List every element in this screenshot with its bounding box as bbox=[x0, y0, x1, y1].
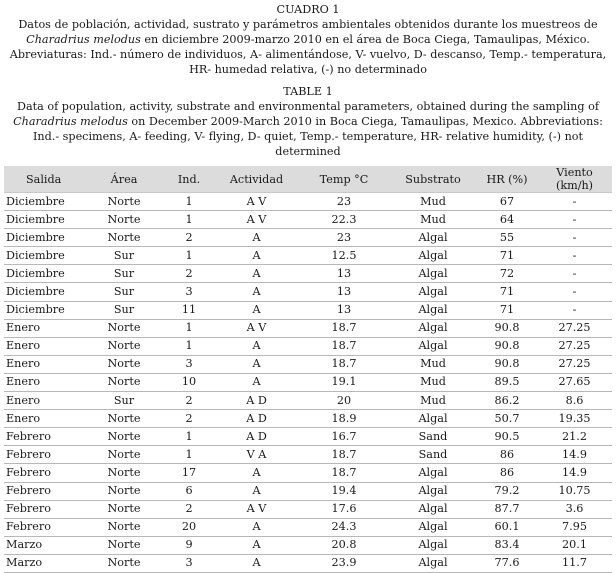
cell-salida: Enero bbox=[4, 355, 84, 373]
cell-salida: Marzo bbox=[4, 554, 84, 572]
cell-ind: 11 bbox=[164, 301, 214, 319]
cell-ind: 1 bbox=[164, 211, 214, 229]
cell-ind: 1 bbox=[164, 193, 214, 211]
cell-viento: - bbox=[537, 247, 612, 265]
cell-ind: 1 bbox=[164, 247, 214, 265]
cell-salida: Febrero bbox=[4, 446, 84, 464]
cell-substrato: Mud bbox=[389, 355, 477, 373]
header-viento: Viento (km/h) bbox=[537, 166, 612, 193]
cell-actividad: A D bbox=[214, 392, 299, 410]
cell-viento: 8.6 bbox=[537, 392, 612, 410]
cell-salida: Enero bbox=[4, 373, 84, 391]
cell-substrato: Algal bbox=[389, 518, 477, 536]
cell-area: Norte bbox=[84, 500, 164, 518]
caption-english bbox=[4, 84, 612, 159]
cell-ind: 20 bbox=[164, 518, 214, 536]
table-row bbox=[4, 283, 612, 301]
cell-area: Norte bbox=[84, 518, 164, 536]
cell-salida: Enero bbox=[4, 410, 84, 428]
cell-substrato: Algal bbox=[389, 247, 477, 265]
cell-hr: 77.6 bbox=[477, 554, 537, 572]
cell-temp: 18.9 bbox=[299, 410, 389, 428]
table-row bbox=[4, 211, 612, 229]
table-row bbox=[4, 518, 612, 536]
cell-actividad: A bbox=[214, 301, 299, 319]
caption-en-species: Charadrius melodus bbox=[13, 115, 128, 128]
cell-salida: Diciembre bbox=[4, 193, 84, 211]
cell-actividad: V A bbox=[214, 446, 299, 464]
cell-actividad: A bbox=[214, 247, 299, 265]
cell-area: Norte bbox=[84, 482, 164, 500]
cell-viento: 27.25 bbox=[537, 355, 612, 373]
header-hr: HR (%) bbox=[477, 166, 537, 193]
caption-en-text-before: Data of population, activity, substrate and environmental parameters, obtained during the sampling of bbox=[17, 100, 599, 113]
cell-substrato: Mud bbox=[389, 193, 477, 211]
cell-salida: Diciembre bbox=[4, 283, 84, 301]
cell-temp: 18.7 bbox=[299, 337, 389, 355]
cell-ind: 2 bbox=[164, 410, 214, 428]
header-actividad: Actividad bbox=[214, 166, 299, 193]
cell-temp: 16.7 bbox=[299, 428, 389, 446]
table-row bbox=[4, 301, 612, 319]
cell-salida: Diciembre bbox=[4, 265, 84, 283]
table-row bbox=[4, 410, 612, 428]
cell-substrato: Mud bbox=[389, 373, 477, 391]
cell-actividad: A V bbox=[214, 211, 299, 229]
cell-viento: - bbox=[537, 193, 612, 211]
table-row bbox=[4, 392, 612, 410]
cell-substrato: Algal bbox=[389, 337, 477, 355]
cell-hr: 60.1 bbox=[477, 518, 537, 536]
cell-area: Sur bbox=[84, 301, 164, 319]
cell-hr: 86 bbox=[477, 464, 537, 482]
cell-area: Norte bbox=[84, 193, 164, 211]
cell-hr: 67 bbox=[477, 193, 537, 211]
cell-temp: 19.1 bbox=[299, 373, 389, 391]
cell-area: Norte bbox=[84, 355, 164, 373]
cell-ind: 3 bbox=[164, 283, 214, 301]
cell-viento: - bbox=[537, 229, 612, 247]
cell-actividad: A bbox=[214, 373, 299, 391]
cell-salida: Febrero bbox=[4, 464, 84, 482]
cell-area: Sur bbox=[84, 247, 164, 265]
cell-actividad: A bbox=[214, 337, 299, 355]
table-row bbox=[4, 482, 612, 500]
table-row bbox=[4, 193, 612, 211]
caption-es-text-before: Datos de población, actividad, sustrato y parámetros ambientales obtenidos durante los muestreos de bbox=[18, 18, 598, 31]
cell-actividad: A V bbox=[214, 319, 299, 337]
cell-actividad: A bbox=[214, 283, 299, 301]
table-row bbox=[4, 337, 612, 355]
cell-viento: 11.7 bbox=[537, 554, 612, 572]
cell-salida: Febrero bbox=[4, 482, 84, 500]
cell-viento: - bbox=[537, 265, 612, 283]
table-row bbox=[4, 265, 612, 283]
cell-viento: 27.25 bbox=[537, 337, 612, 355]
cell-viento: 14.9 bbox=[537, 446, 612, 464]
cell-hr: 86 bbox=[477, 446, 537, 464]
cell-viento: 19.35 bbox=[537, 410, 612, 428]
cell-ind: 10 bbox=[164, 373, 214, 391]
cell-area: Norte bbox=[84, 410, 164, 428]
cell-salida: Enero bbox=[4, 337, 84, 355]
cell-salida: Febrero bbox=[4, 428, 84, 446]
cell-temp: 12.5 bbox=[299, 247, 389, 265]
table-row bbox=[4, 536, 612, 554]
cell-area: Norte bbox=[84, 446, 164, 464]
document-page bbox=[0, 2, 616, 570]
cell-actividad: A D bbox=[214, 428, 299, 446]
cell-ind: 2 bbox=[164, 500, 214, 518]
caption-spanish bbox=[4, 2, 612, 77]
cell-hr: 90.8 bbox=[477, 337, 537, 355]
cell-temp: 24.3 bbox=[299, 518, 389, 536]
cell-ind: 1 bbox=[164, 446, 214, 464]
cell-viento: 10.75 bbox=[537, 482, 612, 500]
cell-hr: 50.7 bbox=[477, 410, 537, 428]
cell-hr: 71 bbox=[477, 301, 537, 319]
table-row bbox=[4, 355, 612, 373]
cell-ind: 1 bbox=[164, 337, 214, 355]
cell-viento: 14.9 bbox=[537, 464, 612, 482]
cell-temp: 19.4 bbox=[299, 482, 389, 500]
cell-temp: 22.3 bbox=[299, 211, 389, 229]
cell-actividad: A bbox=[214, 355, 299, 373]
cell-area: Sur bbox=[84, 283, 164, 301]
cell-hr: 83.4 bbox=[477, 536, 537, 554]
cell-substrato: Algal bbox=[389, 301, 477, 319]
table-body bbox=[4, 193, 612, 573]
caption-title-en: TABLE 1 bbox=[283, 85, 333, 98]
cell-salida: Diciembre bbox=[4, 301, 84, 319]
cell-actividad: A bbox=[214, 482, 299, 500]
cell-substrato: Sand bbox=[389, 446, 477, 464]
cell-area: Norte bbox=[84, 211, 164, 229]
cell-viento: 27.25 bbox=[537, 319, 612, 337]
cell-ind: 2 bbox=[164, 229, 214, 247]
cell-viento: 20.1 bbox=[537, 536, 612, 554]
cell-ind: 1 bbox=[164, 319, 214, 337]
caption-title-es: CUADRO 1 bbox=[276, 3, 340, 16]
cell-area: Norte bbox=[84, 428, 164, 446]
table-row bbox=[4, 500, 612, 518]
cell-temp: 13 bbox=[299, 283, 389, 301]
table-row bbox=[4, 446, 612, 464]
cell-substrato: Algal bbox=[389, 229, 477, 247]
cell-temp: 18.7 bbox=[299, 446, 389, 464]
cell-substrato: Algal bbox=[389, 482, 477, 500]
cell-salida: Marzo bbox=[4, 536, 84, 554]
cell-temp: 23 bbox=[299, 193, 389, 211]
cell-area: Norte bbox=[84, 337, 164, 355]
caption-text-es bbox=[4, 17, 612, 77]
cell-substrato: Algal bbox=[389, 500, 477, 518]
table-row bbox=[4, 428, 612, 446]
table-header-row bbox=[4, 166, 612, 193]
cell-substrato: Mud bbox=[389, 211, 477, 229]
caption-es-text-after: en diciembre 2009-marzo 2010 en el área de Boca Ciega, Tamaulipas, México. Abreviaturas: Ind.- número de individuos, A- alimentándose, V- vuelvo, D- descanso, Temp.- temperatura, HR- humedad relativa, (-) no determinado bbox=[9, 33, 607, 76]
cell-temp: 17.6 bbox=[299, 500, 389, 518]
cell-substrato: Algal bbox=[389, 265, 477, 283]
cell-substrato: Algal bbox=[389, 464, 477, 482]
cell-ind: 9 bbox=[164, 536, 214, 554]
table-row bbox=[4, 247, 612, 265]
cell-ind: 6 bbox=[164, 482, 214, 500]
cell-ind: 1 bbox=[164, 428, 214, 446]
caption-en-text-after: on December 2009-March 2010 in Boca Ciega, Tamaulipas, Mexico. Abbreviations: Ind.- specimens, A- feeding, V- flying, D- quiet, Temp.- temperature, HR- relative humidity, (-) not determined bbox=[32, 115, 603, 158]
table-row bbox=[4, 373, 612, 391]
table-row bbox=[4, 319, 612, 337]
cell-temp: 20 bbox=[299, 392, 389, 410]
cell-salida: Enero bbox=[4, 319, 84, 337]
cell-substrato: Algal bbox=[389, 410, 477, 428]
cell-ind: 17 bbox=[164, 464, 214, 482]
cell-actividad: A bbox=[214, 536, 299, 554]
caption-text-en bbox=[4, 99, 612, 159]
cell-area: Norte bbox=[84, 319, 164, 337]
header-area: Área bbox=[84, 166, 164, 193]
cell-hr: 90.8 bbox=[477, 319, 537, 337]
cell-hr: 87.7 bbox=[477, 500, 537, 518]
cell-substrato: Algal bbox=[389, 554, 477, 572]
cell-hr: 55 bbox=[477, 229, 537, 247]
cell-viento: - bbox=[537, 211, 612, 229]
table-row bbox=[4, 554, 612, 572]
cell-hr: 72 bbox=[477, 265, 537, 283]
cell-actividad: A bbox=[214, 554, 299, 572]
table-row bbox=[4, 229, 612, 247]
cell-substrato: Algal bbox=[389, 319, 477, 337]
cell-temp: 18.7 bbox=[299, 319, 389, 337]
cell-actividad: A bbox=[214, 265, 299, 283]
cell-temp: 13 bbox=[299, 265, 389, 283]
cell-viento: - bbox=[537, 283, 612, 301]
table-row bbox=[4, 464, 612, 482]
cell-temp: 20.8 bbox=[299, 536, 389, 554]
cell-temp: 18.7 bbox=[299, 355, 389, 373]
cell-substrato: Algal bbox=[389, 536, 477, 554]
cell-hr: 90.5 bbox=[477, 428, 537, 446]
cell-viento: 3.6 bbox=[537, 500, 612, 518]
cell-area: Norte bbox=[84, 229, 164, 247]
cell-actividad: A V bbox=[214, 193, 299, 211]
cell-ind: 3 bbox=[164, 554, 214, 572]
cell-actividad: A bbox=[214, 464, 299, 482]
cell-actividad: A V bbox=[214, 500, 299, 518]
cell-temp: 23.9 bbox=[299, 554, 389, 572]
cell-area: Norte bbox=[84, 373, 164, 391]
header-substrato: Substrato bbox=[389, 166, 477, 193]
cell-temp: 23 bbox=[299, 229, 389, 247]
cell-area: Norte bbox=[84, 464, 164, 482]
cell-hr: 86.2 bbox=[477, 392, 537, 410]
cell-salida: Febrero bbox=[4, 500, 84, 518]
cell-ind: 3 bbox=[164, 355, 214, 373]
cell-actividad: A bbox=[214, 518, 299, 536]
cell-salida: Diciembre bbox=[4, 229, 84, 247]
header-temp: Temp °C bbox=[299, 166, 389, 193]
cell-viento: 21.2 bbox=[537, 428, 612, 446]
cell-hr: 71 bbox=[477, 283, 537, 301]
cell-actividad: A D bbox=[214, 410, 299, 428]
cell-salida: Febrero bbox=[4, 518, 84, 536]
header-salida: Salida bbox=[4, 166, 84, 193]
cell-salida: Diciembre bbox=[4, 211, 84, 229]
cell-ind: 2 bbox=[164, 265, 214, 283]
cell-area: Sur bbox=[84, 265, 164, 283]
header-ind: Ind. bbox=[164, 166, 214, 193]
caption-es-species: Charadrius melodus bbox=[26, 33, 141, 46]
cell-area: Sur bbox=[84, 392, 164, 410]
cell-substrato: Sand bbox=[389, 428, 477, 446]
cell-hr: 79.2 bbox=[477, 482, 537, 500]
cell-salida: Diciembre bbox=[4, 247, 84, 265]
cell-viento: - bbox=[537, 301, 612, 319]
cell-hr: 90.8 bbox=[477, 355, 537, 373]
cell-temp: 13 bbox=[299, 301, 389, 319]
cell-substrato: Mud bbox=[389, 392, 477, 410]
cell-viento: 7.95 bbox=[537, 518, 612, 536]
cell-hr: 64 bbox=[477, 211, 537, 229]
cell-actividad: A bbox=[214, 229, 299, 247]
cell-substrato: Algal bbox=[389, 283, 477, 301]
cell-viento: 27.65 bbox=[537, 373, 612, 391]
cell-ind: 2 bbox=[164, 392, 214, 410]
data-table bbox=[4, 166, 612, 573]
cell-hr: 89.5 bbox=[477, 373, 537, 391]
cell-salida: Enero bbox=[4, 392, 84, 410]
cell-area: Norte bbox=[84, 554, 164, 572]
cell-area: Norte bbox=[84, 536, 164, 554]
cell-hr: 71 bbox=[477, 247, 537, 265]
cell-temp: 18.7 bbox=[299, 464, 389, 482]
